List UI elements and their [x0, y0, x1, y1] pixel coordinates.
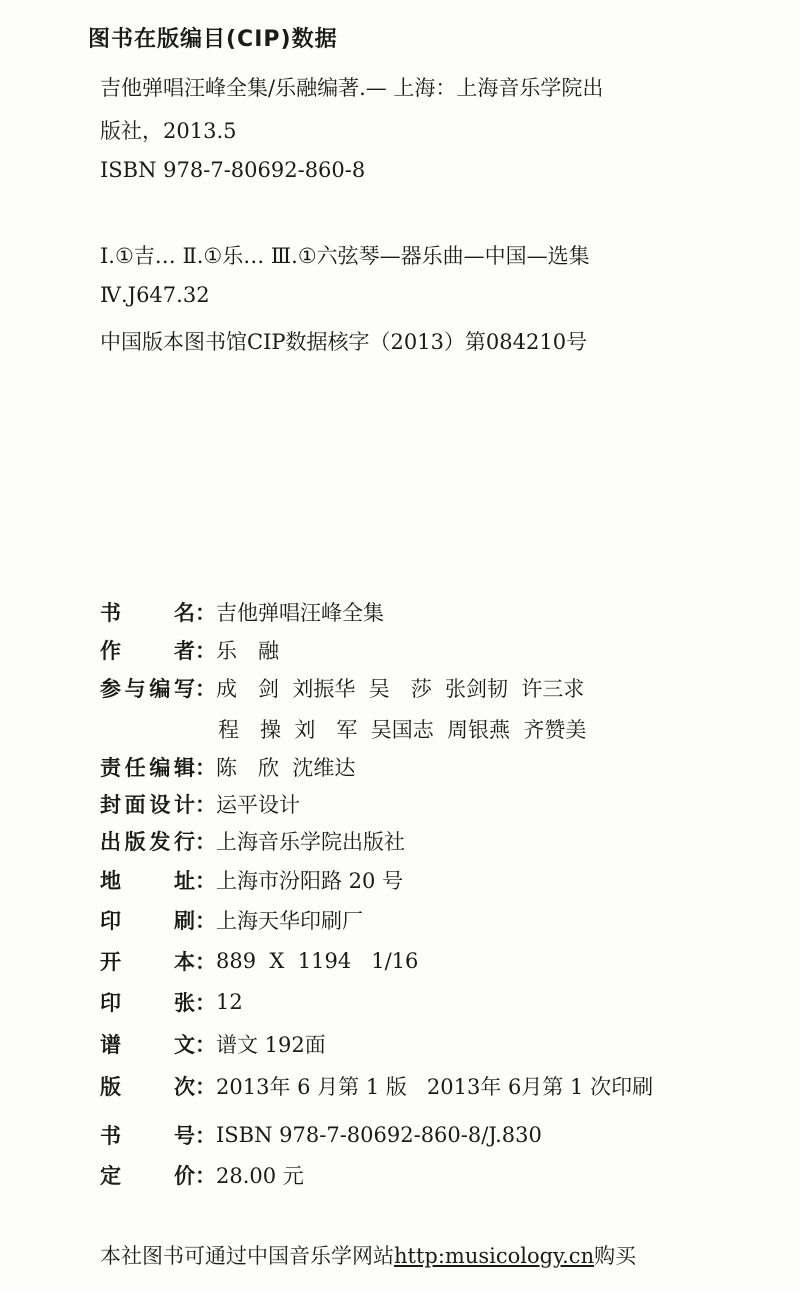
info-row-address: 地 址 ： 上海市汾阳路 20 号: [100, 865, 403, 895]
info-label: 印 张: [100, 991, 195, 1015]
footer-prefix: 本社图书可通过中国音乐学网站: [100, 1244, 394, 1268]
info-row-author: 作 者 ： 乐 融: [100, 635, 279, 665]
format-value: 889 X 1194 1/16: [216, 949, 419, 973]
info-label: 开 本: [100, 950, 195, 974]
info-label: 地 址: [100, 869, 195, 893]
score-value: 谱文 192面: [216, 1033, 326, 1057]
info-label: 印 刷: [100, 909, 195, 933]
info-row-publisher: 出版发行 ： 上海音乐学院出版社: [100, 826, 405, 856]
book-title: 吉他弹唱汪峰全集: [216, 601, 384, 625]
cip-line-2: 版社，2013.5: [100, 119, 237, 143]
printer-value: 上海天华印刷厂: [216, 909, 363, 933]
cip-line-6: 中国版本图书馆CIP数据核字（2013）第084210号: [100, 330, 588, 354]
sheets-value: 12: [216, 990, 243, 1014]
publisher-value: 上海音乐学院出版社: [216, 830, 405, 854]
info-label: 作 者: [100, 639, 195, 663]
info-row-isbn: 书 号 ： ISBN 978-7-80692-860-8/J.830: [100, 1120, 542, 1150]
info-row-edition: 版 次 ： 2013年 6 月第 1 版 2013年 6月第 1 次印刷: [100, 1071, 653, 1101]
book-author: 乐 融: [216, 639, 279, 663]
info-row-format: 开 本 ： 889 X 1194 1/16: [100, 946, 418, 976]
info-label: 出版发行: [100, 830, 195, 854]
info-row-cover: 封面设计 ： 运平设计: [100, 789, 300, 819]
info-label: 参与编写: [100, 677, 195, 701]
isbn-value: ISBN 978-7-80692-860-8/J.830: [216, 1123, 542, 1147]
cover-value: 运平设计: [216, 793, 300, 817]
info-label: 版 次: [100, 1075, 195, 1099]
footer-url-link[interactable]: http:musicology.cn: [394, 1244, 595, 1268]
info-label: 封面设计: [100, 793, 195, 817]
info-label: 谱 文: [100, 1033, 195, 1057]
footer-suffix: 购买: [594, 1244, 637, 1268]
editor-value: 陈 欣 沈维达: [216, 756, 356, 780]
footer-note: [100, 1240, 636, 1270]
info-label: 书 号: [100, 1124, 195, 1148]
cip-line-1: 吉他弹唱汪峰全集/乐融编著.— 上海：上海音乐学院出: [100, 76, 604, 100]
info-label: 定 价: [100, 1164, 195, 1188]
info-row-editor: 责任编辑 ： 陈 欣 沈维达: [100, 752, 355, 782]
cip-line-5: Ⅳ.J647.32: [100, 283, 210, 307]
cip-line-3: ISBN 978-7-80692-860-8: [100, 158, 366, 182]
edition-value: 2013年 6 月第 1 版 2013年 6月第 1 次印刷: [216, 1075, 654, 1099]
info-row-sheets: 印 张 ： 12: [100, 987, 243, 1017]
cip-line-4: Ⅰ.①吉… Ⅱ.①乐… Ⅲ.①六弦琴—器乐曲—中国—选集: [100, 244, 590, 268]
info-row-contributors: 参与编写 ： 成 剑 刘振华 吴 莎 张剑韧 许三求: [100, 673, 584, 703]
cip-header: 图书在版编目(CIP)数据: [88, 27, 338, 52]
price-value: 28.00 元: [216, 1164, 304, 1188]
info-row-score: 谱 文 ： 谱文 192面: [100, 1029, 326, 1059]
address-value: 上海市汾阳路 20 号: [216, 869, 404, 893]
info-row-printer: 印 刷 ： 上海天华印刷厂: [100, 905, 363, 935]
info-label: 书 名: [100, 601, 195, 625]
info-row-price: 定 价 ： 28.00 元: [100, 1160, 304, 1190]
contributors-line-2: 程 操 刘 军 吴国志 周银燕 齐赞美: [218, 718, 587, 742]
contributors-line-1: 成 剑 刘振华 吴 莎 张剑韧 许三求: [216, 677, 585, 701]
info-row-title: 书 名 ： 吉他弹唱汪峰全集: [100, 597, 384, 627]
info-label: 责任编辑: [100, 756, 195, 780]
